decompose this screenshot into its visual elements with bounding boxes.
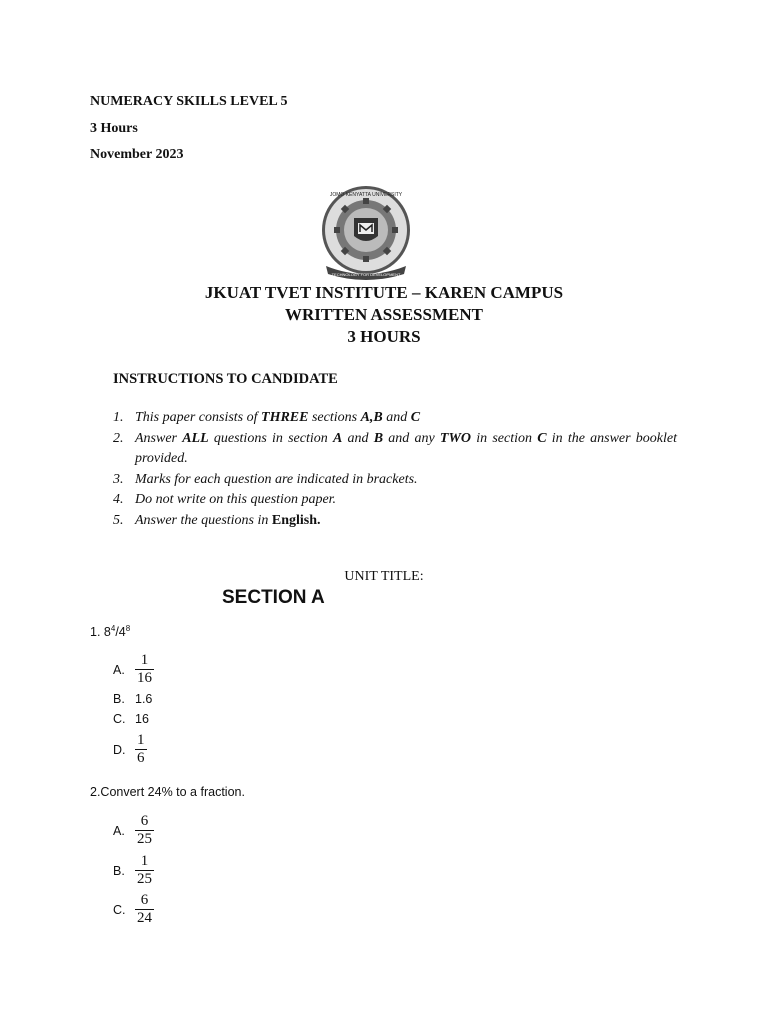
institute-title: JKUAT TVET INSTITUTE – KAREN CAMPUS bbox=[204, 283, 564, 302]
instruction-item: 4. Do not write on this question paper. bbox=[113, 492, 337, 507]
q1-option-a[interactable]: A. $\frac{1}{16}$ bbox=[113, 652, 152, 686]
svg-text:TECHNOLOGY FOR DEVELOPMENT: TECHNOLOGY FOR DEVELOPMENT bbox=[331, 272, 401, 277]
instruction-item: 2. Answer ALL questions in section A and B and any TWO in section C in the answer booklet provided. bbox=[113, 430, 678, 466]
exam-duration: 3 Hours bbox=[90, 121, 138, 136]
q2-option-b[interactable]: B. $\frac{1}{25}$ bbox=[113, 853, 152, 887]
assessment-title: WRITTEN ASSESSMENT bbox=[285, 305, 483, 324]
fraction: $\frac{1}{6}$ bbox=[137, 732, 145, 766]
exam-date: November 2023 bbox=[90, 147, 184, 162]
instruction-item: 3. Marks for each question are indicated in brackets. bbox=[113, 471, 418, 487]
hours-title: 3 HOURS bbox=[347, 327, 421, 346]
course-title: NUMERACY SKILLS LEVEL 5 bbox=[90, 94, 288, 109]
fraction: $\frac{6}{24}$ bbox=[137, 892, 152, 926]
fraction: $\frac{1}{16}$ bbox=[137, 652, 152, 686]
q1-option-d[interactable]: D. $\frac{1}{6}$ bbox=[113, 732, 145, 766]
q1-option-c[interactable]: C. 16 bbox=[113, 712, 149, 726]
fraction: $\frac{6}{25}$ bbox=[137, 813, 152, 847]
q2-option-c[interactable]: C. $\frac{6}{24}$ bbox=[113, 892, 152, 926]
instruction-item: 5. Answer the questions in English. bbox=[113, 512, 321, 528]
question-1: 1. $8^4/4^8$ bbox=[90, 624, 131, 640]
instruction-item: 1. This paper consists of THREE sections A,B and C bbox=[113, 410, 421, 425]
instructions-heading: INSTRUCTIONS TO CANDIDATE bbox=[113, 371, 338, 387]
svg-text:JOMO KENYATTA UNIVERSITY: JOMO KENYATTA UNIVERSITY bbox=[329, 192, 403, 198]
instructions-list bbox=[113, 408, 677, 531]
fraction: $\frac{1}{25}$ bbox=[137, 853, 152, 887]
university-seal-logo bbox=[318, 186, 414, 282]
question-2: 2.Convert 24% to a fraction. bbox=[90, 785, 245, 799]
unit-title: UNIT TITLE: bbox=[344, 569, 424, 584]
section-heading: SECTION A bbox=[222, 587, 325, 608]
q1-option-b[interactable]: B. 1.6 bbox=[113, 692, 153, 706]
q2-option-a[interactable]: A. $\frac{6}{25}$ bbox=[113, 813, 152, 847]
